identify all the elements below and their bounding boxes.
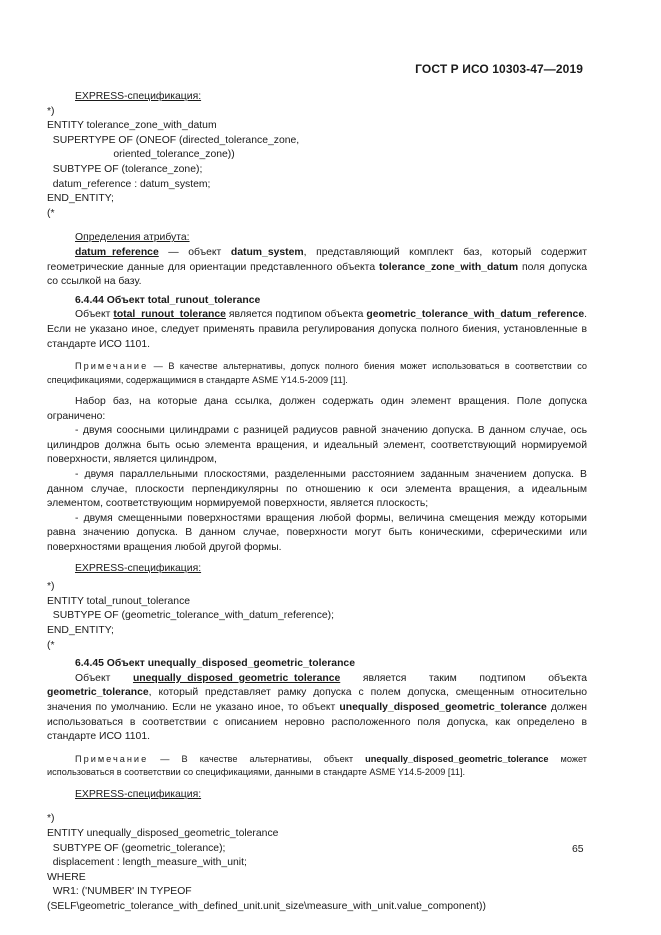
standard-header: ГОСТ Р ИСО 10303-47—2019 <box>415 62 583 76</box>
code-line: ENTITY total_runout_tolerance <box>47 595 191 607</box>
section-title-name: total_runout_tolerance <box>147 294 261 306</box>
text-run: должен использоваться в соответствии с описанием неровно расположенного поля допуска, как определено в стандарте ИСО 1101. <box>47 701 587 743</box>
express-heading-2: EXPRESS-спецификация: <box>75 562 202 574</box>
code-block-1 <box>47 105 587 222</box>
note-label: Примечание <box>75 361 149 372</box>
note-text: — В качестве альтернативы, допуск полного биения может использоваться в соответствии со спецификациями, содержащимися в стандарте ASME Y14.5-2009 [11]. <box>47 361 587 385</box>
code-line: SUBTYPE OF (geometric_tolerance_with_datum_reference); <box>47 610 335 622</box>
text-run: является подтипом объекта <box>225 309 367 321</box>
code-line: END_ENTITY; <box>47 193 114 205</box>
object-name: total_runout_tolerance <box>113 309 226 321</box>
note-label: Примечание <box>75 753 149 764</box>
text-run: , который представляет рамку допуска с полем допуска, смещенным относительно значения по умолчанию. Если не указано иное, то объект <box>47 687 587 713</box>
code-line: (SELF\geometric_tolerance_with_defined_unit.unit_size\measure_with_unit.value_component)) <box>47 900 486 912</box>
object-name: unequally_disposed_geometric_tolerance <box>132 672 341 684</box>
code-block-3 <box>47 812 587 914</box>
attr-object-2: tolerance_zone_with_datum <box>378 261 519 273</box>
section-title-prefix: Объект <box>106 294 148 306</box>
express-heading-3: EXPRESS-спецификация: <box>75 788 202 800</box>
code-line: *) <box>47 105 55 117</box>
text-run: Объект <box>75 672 133 684</box>
code-line: *) <box>47 813 55 825</box>
paragraph-definition <box>47 308 587 352</box>
object-name: unequally_disposed_geometric_tolerance <box>339 701 547 713</box>
paragraph-definition <box>47 672 587 745</box>
text-run: — объект <box>158 246 231 258</box>
code-line: oriented_tolerance_zone)) <box>47 149 235 161</box>
note <box>47 360 587 387</box>
section-number: 6.4.45 <box>75 658 104 670</box>
page-content <box>47 90 587 915</box>
text-run: . Если не указано иное, следует применять правила регулирования допуска полного биения, установленные в стандарте ИСО 1101. <box>47 309 587 350</box>
list-item: - двумя смещенными поверхностями вращения любой формы, величина смещения между которыми равна значению допуска. В данном случае, поверхности могут быть коническими, сферическими или поверхностями вращения любой другой формы. <box>47 512 587 554</box>
note-text: — В качестве альтернативы, объект <box>148 753 366 764</box>
object-name: geometric_tolerance <box>47 687 149 699</box>
code-block-2 <box>47 580 587 653</box>
section-title-name: unequally_disposed_geometric_tolerance <box>147 658 355 670</box>
code-line: END_ENTITY; <box>47 625 114 636</box>
code-line: displacement : length_measure_with_unit; <box>47 857 247 869</box>
attr-name: datum_reference <box>75 246 159 258</box>
section-title-prefix: Объект <box>106 658 148 670</box>
code-line: WR1: ('NUMBER' IN TYPEOF <box>47 886 192 898</box>
text-run: поля допуска со ссылкой на базу. <box>47 261 587 288</box>
page-number: 65 <box>572 844 584 855</box>
object-name: geometric_tolerance_with_datum_reference <box>366 309 585 321</box>
attr-object: datum_system <box>230 246 304 258</box>
note-text: может использоваться в соответствии со спецификациями, данными в стандарте ASME Y14.5-2009 [11]. <box>47 753 587 778</box>
express-heading-1: EXPRESS-спецификация: <box>75 91 202 102</box>
section-heading-6-4-44 <box>47 294 587 309</box>
paragraph: Набор баз, на которые дана ссылка, должен содержать один элемент вращения. Поле допуска ограничено: <box>47 396 587 422</box>
note <box>47 753 587 780</box>
section-heading-6-4-45 <box>47 657 587 672</box>
text-run: является таким подтипом объекта <box>340 672 587 684</box>
code-line: SUBTYPE OF (geometric_tolerance); <box>47 842 226 854</box>
list-item: - двумя параллельными плоскостями, разделенными расстоянием заданным значением допуска. В данном случае, плоскости перпендикулярны по отношению к оси элемента вращения, а идеальным элементом, соответствующим нормируемой поверхности, является плоскость; <box>47 469 587 510</box>
code-line: datum_reference : datum_system; <box>47 178 211 190</box>
list-item: - двумя соосными цилиндрами с разницей радиусов равной значению допуска. В данном случае, ось цилиндров должна быть осью элемента вращения, и идеальный элемент, соответствующий нормируемой поверхности, является цилиндром, <box>47 425 587 466</box>
text-run: , представляющий комплект баз, который содержит геометрические данные для ориентации представленного объекта <box>47 246 588 273</box>
attribute-definition <box>47 246 587 290</box>
section-number: 6.4.44 <box>75 294 104 306</box>
code-line: (* <box>47 639 55 651</box>
object-name: unequally_disposed_geometric_tolerance <box>365 753 549 764</box>
code-line: ENTITY unequally_disposed_geometric_tolerance <box>47 827 279 839</box>
code-line: SUPERTYPE OF (ONEOF (directed_tolerance_zone, <box>47 134 300 146</box>
code-line: (* <box>47 207 55 219</box>
attribute-heading: Определения атрибута: <box>75 232 190 244</box>
code-line: SUBTYPE OF (tolerance_zone); <box>47 163 203 175</box>
code-line: *) <box>47 581 55 593</box>
code-line: WHERE <box>47 871 86 883</box>
code-line: ENTITY tolerance_zone_with_datum <box>47 120 217 132</box>
text-run: Объект <box>75 309 114 321</box>
